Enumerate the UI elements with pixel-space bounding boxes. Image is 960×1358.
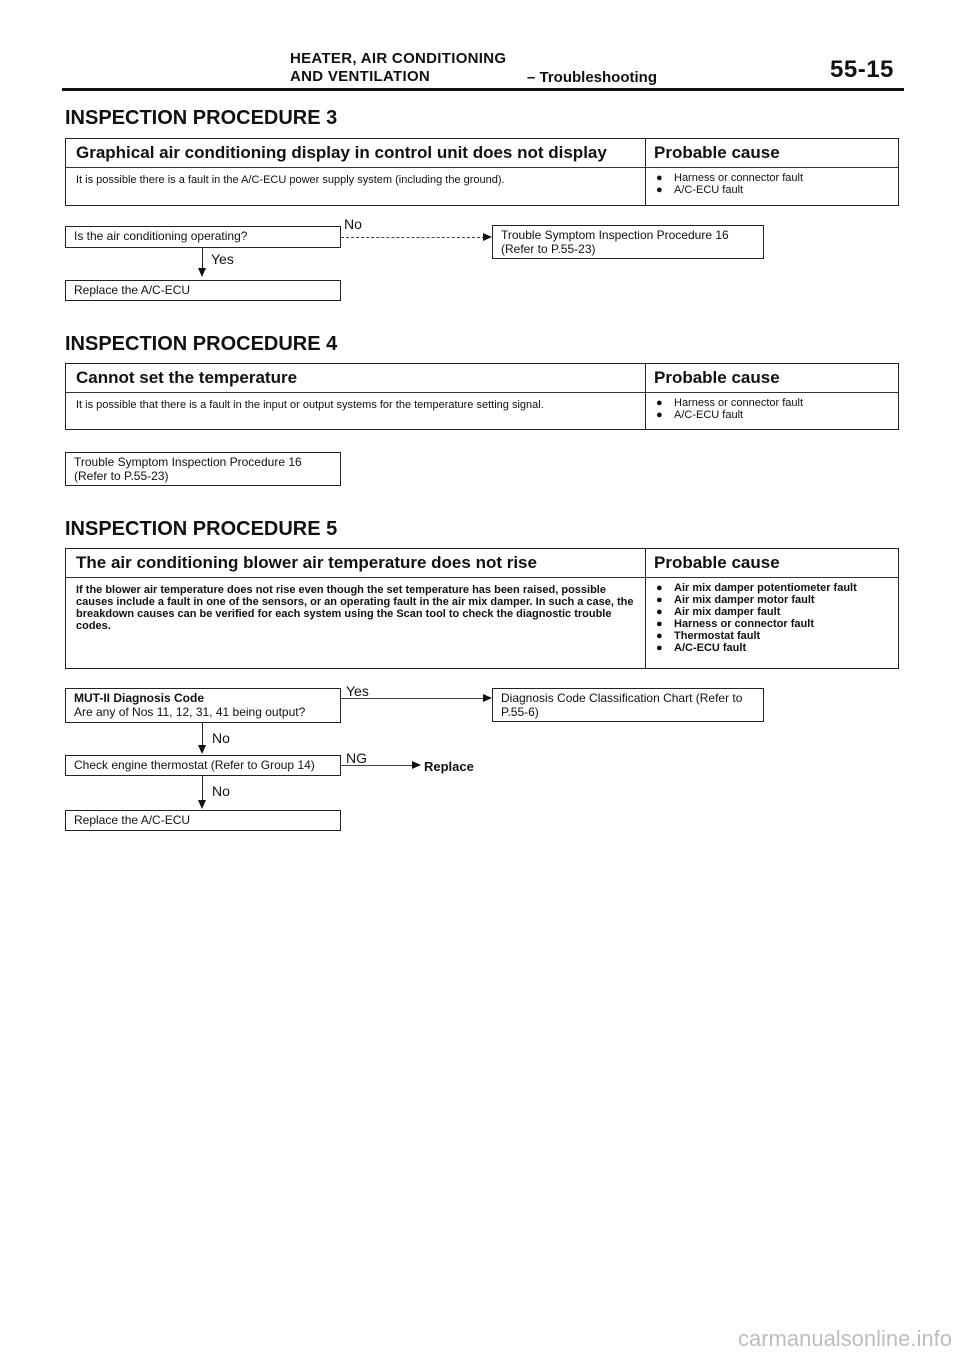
arrow-right-icon (412, 761, 421, 769)
cause-list (646, 393, 898, 429)
cause-item: ● A/C-ECU fault (656, 409, 744, 421)
bullet-icon: ● (656, 172, 663, 184)
procedure-5-heading: INSPECTION PROCEDURE 5 (65, 518, 338, 540)
flow5-diagnosis-box (65, 688, 341, 723)
bullet-icon: ● (656, 630, 663, 642)
table-body-row (66, 578, 898, 668)
symptom-description: It is possible that there is a fault in the input or output systems for the temperature setting signal. (66, 393, 646, 429)
flow5-diagnosis-title: MUT-II Diagnosis Code (74, 691, 205, 705)
flow3-question-box: Is the air conditioning operating? (65, 226, 341, 248)
symptom-title: Cannot set the temperature (66, 364, 646, 392)
cause-item: ● Air mix damper motor fault (656, 594, 815, 606)
flow5-no-label-2: No (212, 783, 230, 799)
arrow-right-icon (483, 233, 492, 241)
flow3-no-target-box: Trouble Symptom Inspection Procedure 16 (Refer to P.55-23) (492, 225, 764, 259)
procedure-4-heading: INSPECTION PROCEDURE 4 (65, 333, 338, 355)
cause-list (646, 578, 898, 668)
cause-header: Probable cause (654, 553, 780, 572)
procedure-5-table (65, 548, 899, 669)
flow3-no-label: No (344, 216, 362, 232)
table-header-row (66, 549, 898, 578)
bullet-icon: ● (656, 582, 663, 594)
cause-item: ● A/C-ECU fault (656, 642, 747, 654)
flow4-box: Trouble Symptom Inspection Procedure 16 (Refer to P.55-23) (65, 452, 341, 486)
bullet-icon: ● (656, 594, 663, 606)
cause-item: ● Harness or connector fault (656, 172, 804, 184)
flow5-replace-label: Replace (424, 759, 474, 774)
page-number: 55-15 (830, 56, 894, 83)
flow5-yes-connector (341, 698, 485, 699)
header-section: – Troubleshooting (527, 69, 657, 86)
flow5-diagnosis-question: Are any of Nos 11, 12, 31, 41 being output? (74, 705, 306, 719)
flow3-no-connector (341, 237, 485, 238)
cause-list (646, 168, 898, 205)
flow5-yes-target-box: Diagnosis Code Classification Chart (Refer to P.55-6) (492, 688, 764, 722)
flow5-no-label-1: No (212, 730, 230, 746)
bullet-icon: ● (656, 642, 663, 654)
watermark: carmanualsonline.info (737, 1326, 952, 1351)
procedure-3-table (65, 138, 899, 206)
cause-header: Probable cause (654, 143, 780, 162)
symptom-description: If the blower air temperature does not rise even though the set temperature has been raised, possible causes include a fault in one of the sensors, or an operating fault in the air mix damper. In such a case, the breakdown causes can be verified for each system using the Scan tool to check the diagnostic trouble codes. (66, 578, 646, 668)
flow5-ng-label: NG (346, 750, 367, 766)
symptom-title: Graphical air conditioning display in control unit does not display (66, 139, 646, 167)
header-title-line1: HEATER, AIR CONDITIONING (290, 50, 507, 67)
procedure-4-table (65, 363, 899, 430)
flow5-ng-connector (341, 765, 414, 766)
table-body-row (66, 168, 898, 205)
bullet-icon: ● (656, 409, 663, 421)
cause-item: ● Harness or connector fault (656, 397, 804, 409)
bullet-icon: ● (656, 397, 663, 409)
cause-item: ● Harness or connector fault (656, 618, 814, 630)
cause-item: ● Air mix damper potentiometer fault (656, 582, 857, 594)
cause-item: ● Air mix damper fault (656, 606, 781, 618)
arrow-down-icon (198, 745, 206, 754)
bullet-icon: ● (656, 618, 663, 630)
arrow-down-icon (198, 800, 206, 809)
flow3-replace-box: Replace the A/C-ECU (65, 280, 341, 301)
header-title-line2: AND VENTILATION (290, 68, 431, 85)
table-header-row (66, 139, 898, 168)
table-body-row (66, 393, 898, 429)
symptom-title: The air conditioning blower air temperature does not rise (66, 549, 646, 577)
header-rule (62, 88, 904, 91)
flow5-final-box: Replace the A/C-ECU (65, 810, 341, 831)
bullet-icon: ● (656, 184, 663, 196)
symptom-description: It is possible there is a fault in the A/C-ECU power supply system (including the ground). (66, 168, 646, 205)
bullet-icon: ● (656, 606, 663, 618)
flow5-thermostat-box: Check engine thermostat (Refer to Group 14) (65, 755, 341, 776)
cause-item: ● Thermostat fault (656, 630, 761, 642)
arrow-right-icon (483, 694, 492, 702)
flow3-yes-label: Yes (211, 251, 234, 267)
header-title (290, 50, 506, 86)
arrow-down-icon (198, 268, 206, 277)
cause-item: ● A/C-ECU fault (656, 184, 744, 196)
procedure-3-heading: INSPECTION PROCEDURE 3 (65, 107, 338, 129)
table-header-row (66, 364, 898, 393)
flow5-yes-label: Yes (346, 683, 369, 699)
cause-header: Probable cause (654, 368, 780, 387)
